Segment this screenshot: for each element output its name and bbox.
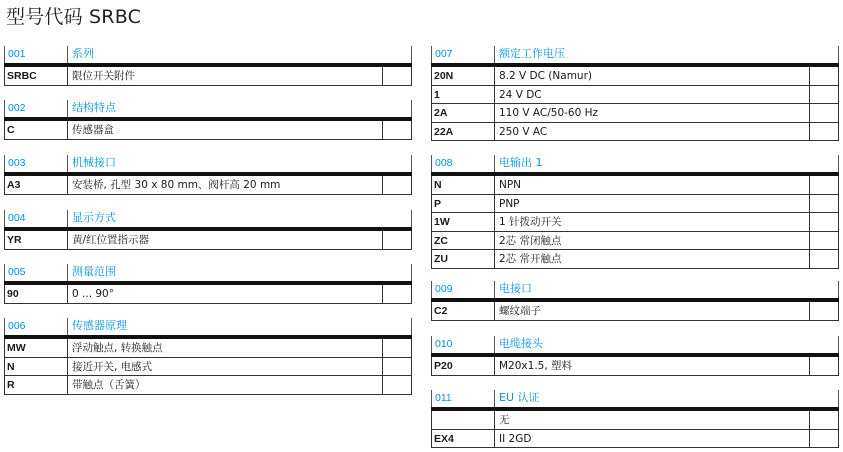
section-name: EU 认证	[499, 391, 540, 404]
section-header	[4, 98, 412, 117]
section-code: 001	[8, 48, 26, 60]
section-code: 004	[8, 212, 26, 224]
code-section-009	[431, 279, 839, 321]
code-section-008	[431, 153, 839, 269]
row-description: 黄/红位置指示器	[72, 234, 150, 246]
table-row	[431, 67, 839, 86]
row-code: 20N	[434, 70, 454, 82]
section-name: 额定工作电压	[499, 47, 565, 60]
row-description: 2芯 常闭触点	[499, 234, 562, 247]
section-header	[4, 208, 412, 227]
row-description: 24 V DC	[499, 88, 542, 101]
section-code: 005	[8, 266, 26, 278]
table-row	[4, 285, 412, 304]
row-code: N	[434, 179, 442, 191]
section-name: 显示方式	[72, 211, 116, 224]
code-section-005	[4, 262, 412, 304]
row-code: EX4	[434, 432, 454, 445]
table-row	[431, 357, 839, 376]
row-description: 限位开关附件	[72, 70, 135, 82]
row-code: 1	[434, 88, 440, 101]
section-header	[4, 153, 412, 172]
row-description: 传感器盒	[72, 124, 114, 136]
table-row	[431, 250, 839, 269]
row-code: ZC	[434, 234, 448, 247]
section-name: 电接口	[499, 282, 532, 295]
section-header	[4, 262, 412, 281]
table-row	[431, 411, 839, 430]
section-name: 传感器原理	[72, 319, 127, 332]
table-row	[4, 376, 412, 395]
row-description: 250 V AC	[499, 125, 548, 138]
row-code: C2	[434, 305, 448, 317]
row-description: 安装桥, 孔型 30 x 80 mm、阀杆高 20 mm	[72, 179, 281, 191]
section-header	[431, 279, 839, 298]
code-section-011	[431, 388, 839, 448]
section-name: 电缆接头	[499, 337, 543, 350]
code-section-001	[4, 44, 412, 86]
code-section-002	[4, 98, 412, 140]
row-description: 带触点（舌簧）	[72, 379, 146, 391]
row-code: 22A	[434, 125, 454, 138]
table-row	[4, 339, 412, 358]
table-row	[431, 176, 839, 195]
section-name: 电输出 1	[499, 156, 543, 169]
table-row	[431, 430, 839, 449]
row-code: 1W	[434, 216, 450, 228]
code-section-007	[431, 44, 839, 141]
section-header	[431, 334, 839, 353]
row-description: 1 针拨动开关	[499, 216, 562, 228]
code-section-004	[4, 208, 412, 250]
row-code: ZU	[434, 253, 448, 265]
section-code: 006	[8, 320, 26, 332]
section-code: 007	[435, 48, 453, 60]
section-header	[431, 44, 839, 63]
row-code: N	[7, 360, 15, 373]
section-name: 测量范围	[72, 265, 116, 278]
code-section-010	[431, 334, 839, 376]
section-name: 结构特点	[72, 101, 116, 114]
row-code: MW	[7, 342, 26, 354]
row-description: PNP	[499, 197, 520, 210]
page-title: 型号代码 SRBC	[6, 6, 142, 28]
row-code: A3	[7, 179, 21, 191]
row-code: 2A	[434, 107, 448, 119]
section-name: 机械接口	[72, 156, 116, 169]
section-code: 003	[8, 157, 26, 169]
row-code: SRBC	[7, 70, 37, 82]
section-header	[4, 44, 412, 63]
row-description: 2芯 常开触点	[499, 253, 562, 265]
table-row	[431, 195, 839, 214]
table-row	[431, 104, 839, 123]
row-code: P	[434, 197, 442, 210]
table-row	[431, 86, 839, 105]
row-description: 接近开关, 电感式	[72, 360, 153, 373]
table-row	[4, 67, 412, 86]
row-code: P20	[434, 360, 453, 372]
row-description: 110 V AC/50-60 Hz	[499, 107, 599, 119]
section-header	[431, 153, 839, 172]
table-row	[4, 358, 412, 377]
code-section-006	[4, 316, 412, 395]
table-row	[431, 123, 839, 142]
section-header	[4, 316, 412, 335]
row-description: 螺纹端子	[499, 305, 541, 317]
row-code: R	[7, 379, 15, 391]
row-description: II 2GD	[499, 432, 532, 445]
section-code: 002	[8, 102, 26, 114]
section-code: 011	[435, 392, 452, 404]
table-row	[4, 231, 412, 250]
row-code: C	[7, 124, 15, 136]
section-code: 008	[435, 157, 453, 169]
table-row	[431, 213, 839, 232]
row-description: 无	[499, 414, 510, 426]
row-code: 90	[7, 288, 19, 300]
table-row	[4, 176, 412, 195]
table-row	[431, 232, 839, 251]
row-description: M20x1.5, 塑料	[499, 360, 573, 372]
section-header	[431, 388, 839, 407]
section-code: 010	[435, 338, 453, 350]
row-description: 0 ... 90°	[72, 288, 114, 300]
row-description: NPN	[499, 179, 522, 191]
row-description: 8.2 V DC (Namur)	[499, 70, 592, 82]
section-code: 009	[435, 283, 453, 295]
code-section-003	[4, 153, 412, 195]
row-description: 浮动触点, 转换触点	[72, 342, 163, 354]
row-code: YR	[7, 234, 22, 246]
table-row	[4, 121, 412, 140]
section-name: 系列	[72, 47, 94, 60]
table-row	[431, 302, 839, 321]
